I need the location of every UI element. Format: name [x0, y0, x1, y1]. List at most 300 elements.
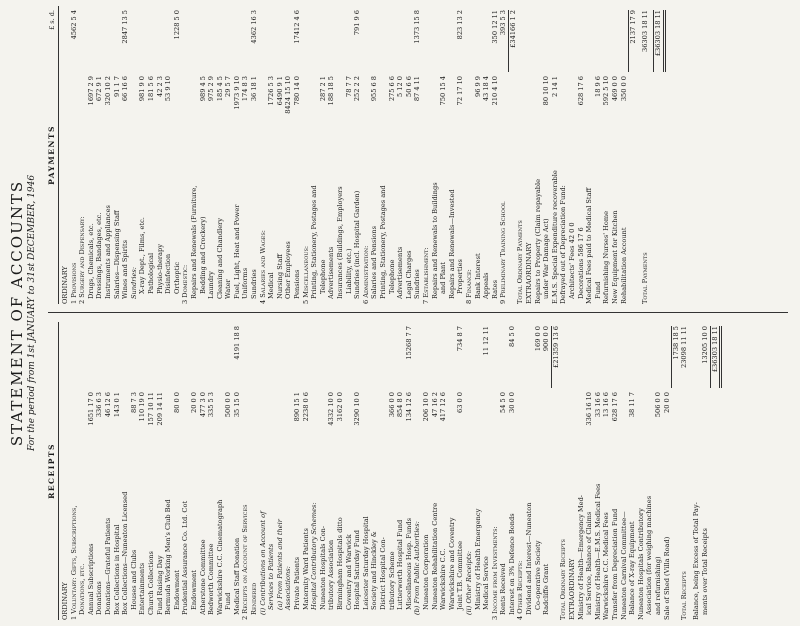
row-label: EXTRAORDINARY: [568, 558, 577, 620]
row-label: Printing, Stationery, Postages and: [310, 185, 319, 299]
row-label: (i) Contributions on Account of: [258, 511, 267, 615]
row-amount: 35 15 0: [232, 392, 241, 418]
payments-row: [259, 6, 268, 304]
row-total: 23098 11 11: [679, 326, 688, 368]
receipts-row: [663, 322, 672, 620]
row-label: (ii) Other Receipts:: [464, 551, 473, 615]
row-label: Sundries: [413, 269, 422, 299]
row-amount: 3290 10 0: [353, 392, 362, 426]
payments-row: [95, 6, 104, 304]
receipts-row: [508, 322, 517, 620]
payments-row: [310, 6, 319, 304]
row-label: 8 Finance:: [464, 269, 473, 304]
row-label: Fund: [593, 281, 602, 299]
receipts-row: [491, 322, 500, 620]
row-label: tributory Association: [327, 539, 336, 610]
row-label: ments over Total Receipts: [700, 528, 709, 615]
payments-row: [525, 6, 534, 304]
payments-row: [293, 6, 302, 304]
row-label: Balance of X-ray Equipment: [628, 521, 637, 615]
row-label: Ministry of Health Emergency: [473, 508, 482, 610]
row-amount: 66 16 6: [121, 76, 130, 102]
row-total: 791 9 6: [353, 10, 362, 36]
row-label: and Plant: [439, 262, 448, 294]
row-label: Services to Patients: [267, 543, 276, 610]
row-label: E.M.S. Special Expenditure recoverable: [550, 170, 559, 304]
currency-units: £ s. d.: [48, 10, 56, 30]
row-amount: 80 0 0: [172, 392, 181, 413]
receipts-row: [474, 322, 483, 620]
row-amount: 42 2 3: [155, 76, 164, 97]
receipts-row: [216, 322, 225, 620]
row-amount: 20 0 0: [662, 392, 671, 413]
row-total: 1373 15 8: [413, 10, 422, 44]
payments-row: [482, 6, 491, 304]
receipts-row: [692, 322, 701, 620]
row-amount: 252 2 2: [353, 76, 362, 102]
row-label: Fuel, Light, Heat and Power: [232, 204, 241, 299]
row-label: Insurances (Buildings, Employers: [336, 186, 344, 299]
row-label: Fund: [224, 592, 233, 610]
row-label: Total Ordinary Receipts: [559, 539, 568, 620]
receipts-row: [405, 322, 414, 620]
payments-row: [284, 6, 293, 304]
row-amount: 320 10 2: [103, 76, 112, 106]
receipts-row: [628, 322, 637, 620]
receipts-row: [396, 322, 405, 620]
row-label: Endowment: [189, 570, 198, 610]
receipts-row: [413, 322, 422, 620]
payments-row: [302, 6, 311, 304]
row-amount: 989 4 5: [198, 76, 207, 102]
receipts-row: [594, 322, 603, 620]
row-label: Uniforms: [241, 267, 250, 299]
receipts-row: [654, 322, 663, 620]
row-label: 1 Provisions: [69, 262, 78, 304]
payments-row: [250, 6, 259, 304]
receipts-row: [250, 322, 259, 620]
row-label: under War Damage Act): [542, 218, 551, 299]
row-label: Prudential Assurance Co. Ltd. Cot: [181, 500, 190, 615]
payments-row: [499, 6, 508, 304]
document-subtitle: For the period from 1st JANUARY to 31st DECEMBER, 1946: [27, 174, 37, 452]
row-total: £21359 13 6: [551, 326, 561, 388]
row-label: Church Collections: [146, 551, 155, 615]
row-label: Society and Hinckley &: [370, 531, 379, 610]
payments-rows: [61, 6, 662, 304]
row-amount: 628 17 6: [576, 76, 585, 106]
row-total: 11 12 11: [482, 326, 491, 356]
row-label: Repairs and Renewals to Buildings: [430, 182, 439, 299]
row-label: Fund Raising Day: [155, 555, 164, 615]
row-total: £36303 18 11: [710, 326, 723, 388]
row-label: X-ray Dept., Films, etc.: [138, 217, 147, 294]
row-label: Properties: [456, 259, 465, 294]
payments-row: [276, 6, 285, 304]
payments-row: [448, 6, 457, 304]
payments-row: [542, 6, 551, 304]
row-label: Balance, being Excess of Total Pay-: [692, 502, 701, 620]
row-amount: 336 16 10: [585, 392, 594, 426]
row-amount: 366 0 0: [387, 392, 396, 418]
payments-row: [611, 6, 620, 304]
receipts-row: [233, 322, 242, 620]
row-amount: 157 10 11: [146, 392, 155, 426]
row-total: 169 0 0: [533, 326, 542, 352]
document-title: STATEMENT OF ACCOUNTS: [8, 179, 26, 447]
receipts-row: [701, 322, 710, 620]
receipts-row: [130, 322, 139, 620]
row-label: Total Receipts: [679, 571, 688, 620]
row-amount: 143 0 1: [112, 392, 121, 418]
row-label: New Equipment for Kitchen: [611, 210, 619, 304]
payments-row: [585, 6, 594, 304]
row-label: Liability, etc.): [344, 248, 353, 294]
row-amount: 336 6 3: [95, 392, 104, 418]
receipts-row: [353, 322, 362, 620]
payments-row: [508, 6, 517, 304]
row-label: Advertisements: [327, 246, 336, 299]
row-label: Total Ordinary Payments: [516, 220, 525, 304]
row-label: Decorations 586 17 6: [576, 227, 585, 299]
payments-row: [130, 6, 139, 304]
row-label: 5 Miscellaneous:: [301, 245, 310, 304]
row-label: Nursing Staff: [275, 253, 284, 299]
receipts-row: [164, 322, 173, 620]
receipts-row: [87, 322, 96, 620]
receipts-row: [577, 322, 586, 620]
row-label: Architects' Fees 42 0 0: [568, 222, 577, 299]
payments-row: [534, 6, 543, 304]
row-total: 4362 16 3: [250, 10, 259, 44]
receipts-row: [542, 322, 551, 620]
row-label: Rents Received: [499, 563, 508, 615]
row-label: Lutterworth Hospital Fund: [396, 519, 405, 610]
row-amount: 287 2 1: [318, 76, 327, 102]
row-label: Nuneaton Carnival Committee—: [619, 511, 628, 620]
row-amount: 335 5 3: [207, 392, 216, 418]
row-label: Total Payments: [640, 252, 649, 304]
receipts-row: [370, 322, 379, 620]
row-total: 1228 5 0: [172, 10, 181, 40]
row-label: Repairs and Renewals (Furniture,: [189, 185, 198, 299]
row-amount: 981 9 0: [138, 76, 147, 102]
row-label: Sale of Shed (Villa Road): [662, 536, 671, 620]
row-label: Repairs and Renewals—Invested: [447, 189, 456, 299]
row-total: 823 13 2: [456, 10, 465, 40]
row-amount: 20 0 0: [189, 392, 198, 413]
row-label: Box Collections—Nuneaton Licensed: [121, 491, 130, 615]
row-amount: 8424 15 10: [284, 76, 293, 114]
row-label: ical Service, Balance of Claims: [585, 511, 594, 615]
row-total: 13205 10 0: [700, 326, 709, 364]
payments-row: [173, 6, 182, 304]
row-amount: 30 0 0: [507, 392, 516, 413]
row-amount: 890 15 1: [293, 392, 302, 422]
payments-row: [491, 6, 500, 304]
row-label: Bedding and Crockery): [198, 216, 207, 294]
receipts-row: [113, 322, 122, 620]
row-total: £36303 18 11: [653, 10, 666, 72]
row-label: Medical Fees paid to Medical Staff: [585, 187, 594, 304]
row-amount: 38 11 7: [628, 392, 637, 418]
row-amount: 54 5 0: [499, 392, 508, 413]
row-label: Water: [224, 279, 233, 299]
payments-row: [207, 6, 216, 304]
row-label: (b) From Public Authorities:: [413, 521, 422, 615]
row-label: Nuneaton Rehabilitation Centre: [430, 502, 439, 610]
receipts-row: [293, 322, 302, 620]
row-label: Transfer from Depreciation Fund: [611, 508, 619, 620]
payments-row: [439, 6, 448, 304]
row-total: 350 12 11: [490, 10, 499, 44]
row-total: 15268 7 7: [404, 326, 413, 360]
row-label: Warwickshire C.C. Medical Fees: [602, 512, 611, 620]
receipts-row: [173, 322, 182, 620]
payments-row: [121, 6, 130, 304]
row-label: 4 Salaries and Wages:: [258, 229, 267, 304]
row-label: Hospital Contributory Schemes:: [310, 502, 319, 610]
receipts-row: [319, 322, 328, 620]
row-amount: 174 8 3: [241, 76, 250, 102]
receipts-row: [310, 322, 319, 620]
receipts-row: [568, 322, 577, 620]
receipts-row: [302, 322, 311, 620]
row-label: 3 Income from Investments:: [490, 526, 499, 620]
receipts-row: [345, 322, 354, 620]
receipts-row: [620, 322, 629, 620]
payments-row: [422, 6, 431, 304]
row-total: 4562 5 4: [69, 10, 78, 40]
row-label: Interest on 3% Defence Bonds: [507, 513, 516, 615]
row-amount: 3162 0 0: [336, 392, 344, 422]
receipts-row: [362, 322, 371, 620]
row-label: Rehabilitation Account: [619, 227, 628, 304]
receipts-row: [190, 322, 199, 620]
row-label: Refurnishing Nurses' Home: [602, 211, 611, 304]
row-label: Medical: [267, 272, 276, 299]
row-amount: 47 16 2: [430, 392, 439, 418]
row-label: Sundries: [250, 269, 259, 299]
row-amount: 1697 2 9: [86, 76, 95, 106]
row-label: Atherstone Committee: [198, 539, 207, 615]
payments-row: [181, 6, 190, 304]
row-label: Endowment: [172, 570, 181, 610]
row-label: and refurnishing): [653, 556, 662, 615]
row-label: Warwickshire C.C. Cinematograph: [215, 499, 224, 615]
row-label: 2 Receipts on Account of Services: [241, 504, 250, 620]
payments-row: [319, 6, 328, 304]
row-amount: 91 1 7: [112, 76, 121, 97]
row-amount: 1726 5 3: [267, 76, 276, 106]
row-amount: 18 9 6: [593, 76, 602, 97]
receipts-row: [602, 322, 611, 620]
row-amount: 88 7 3: [129, 392, 138, 413]
row-label: Sundries:: [129, 267, 138, 299]
row-amount: 36 18 1: [250, 76, 259, 102]
receipts-row: [710, 322, 719, 620]
payments-row: [465, 6, 474, 304]
row-label: Hospital Saturday Fund: [353, 530, 362, 610]
payments-row: [353, 6, 362, 304]
receipts-row: [224, 322, 233, 620]
row-label: Repairs to Property (Claim repayable: [533, 179, 542, 304]
row-label: Warwickshire C.C.: [439, 548, 448, 610]
row-label: Box Collections in Hospital: [112, 524, 121, 615]
receipts-row: [559, 322, 568, 620]
row-label: 6 Administration:: [361, 245, 370, 304]
row-amount: 780 14 0: [293, 76, 302, 106]
payments-row: [594, 6, 603, 304]
receipts-row: [422, 322, 431, 620]
receipts-row: [241, 322, 250, 620]
payments-heading: PAYMENTS: [47, 125, 56, 185]
payments-row: [216, 6, 225, 304]
receipts-row: [121, 322, 130, 620]
receipts-row: [104, 322, 113, 620]
receipts-row: [645, 322, 654, 620]
receipts-row: [276, 322, 285, 620]
receipts-row: [207, 322, 216, 620]
payments-row: [413, 6, 422, 304]
row-label: Leicester Saturday Hospital: [361, 516, 370, 610]
payments-row: [78, 6, 87, 304]
row-label: 1 Voluntary: Gifts, Subscriptions,: [69, 505, 78, 620]
row-amount: 975 2 9: [207, 76, 216, 102]
row-label: Coventry and Warwick: [344, 534, 353, 610]
row-label: EXTRAORDINARY: [525, 242, 534, 304]
row-amount: 1973 9 10: [232, 76, 241, 110]
row-label: Appeals: [482, 272, 491, 299]
row-total: £34166 1 2: [508, 10, 518, 72]
payments-row: [396, 6, 405, 304]
row-amount: 80 10 10: [542, 76, 551, 106]
receipts-row: [448, 322, 457, 620]
row-amount: 185 4 5: [215, 76, 224, 102]
row-label: 2 Surgery and Dispensary:: [78, 216, 87, 304]
payments-row: [628, 6, 637, 304]
receipts-row: [499, 322, 508, 620]
row-label: Maternity Ward Patients: [301, 528, 310, 610]
row-label: Ministry of Health—Emergency Med-: [576, 494, 585, 620]
receipts-row: [95, 322, 104, 620]
row-amount: 206 10 0: [421, 392, 430, 422]
receipts-row: [680, 322, 689, 620]
payments-row: [241, 6, 250, 304]
row-label: Disinfection: [164, 253, 173, 294]
row-label: ORDINARY: [61, 582, 69, 620]
row-label: Pathological: [146, 252, 155, 294]
row-label: (a) From Patients and their: [275, 519, 284, 610]
row-label: Joint T.B. Committee: [456, 540, 465, 610]
row-label: Bermuda Working Men's Club Bed: [164, 499, 173, 615]
payments-row: [156, 6, 165, 304]
row-label: Legal Charges: [404, 250, 413, 299]
receipts-row: [465, 322, 474, 620]
row-total: 4191 18 8: [232, 326, 241, 360]
row-label: Telephone: [318, 259, 327, 294]
row-amount: 477 3 0: [198, 392, 207, 418]
row-label: Sundries (incl. Hospital Garden): [353, 190, 362, 299]
payments-row: [147, 6, 156, 304]
row-label: Dressings, Bandages, etc.: [95, 212, 104, 299]
receipts-row: [637, 322, 646, 620]
row-label: Rendered: [250, 582, 259, 615]
payments-column: [48, 6, 788, 304]
row-amount: 43 18 4: [482, 76, 491, 102]
row-label: Salaries and Pensions: [370, 225, 379, 299]
row-amount: 275 6 6: [387, 76, 396, 102]
row-label: Association (for weighing machines: [645, 495, 654, 615]
row-amount: 506 0 0: [653, 392, 662, 418]
row-amount: 5 12 0: [396, 76, 405, 97]
receipts-row: [284, 322, 293, 620]
row-amount: 1651 17 0: [86, 392, 95, 426]
row-amount: 209 14 11: [155, 392, 164, 426]
row-label: Printing, Stationery, Postages and: [378, 185, 387, 299]
payments-row: [104, 6, 113, 304]
row-amount: 33 16 6: [593, 392, 602, 418]
receipts-row: [327, 322, 336, 620]
row-label: Bank Interest: [473, 253, 482, 299]
row-amount: 29 5 7: [224, 76, 233, 97]
row-label: Salaries—Dispensing Staff: [112, 210, 121, 299]
payments-row: [379, 6, 388, 304]
row-label: Bedworth Committee: [207, 543, 216, 615]
row-total: 393 5 3: [499, 10, 508, 36]
row-label: Radcliffe Grant: [542, 563, 551, 615]
payments-row: [327, 6, 336, 304]
receipts-row: [482, 322, 491, 620]
row-amount: 6490 9 1: [275, 76, 284, 106]
row-amount: 46 12 6: [103, 392, 112, 418]
receipts-row: [61, 322, 70, 620]
row-amount: 53 9 10: [164, 76, 173, 102]
receipts-row: [611, 322, 620, 620]
row-total: 2847 13 5: [121, 10, 130, 44]
receipts-row: [516, 322, 525, 620]
row-amount: 417 12 6: [439, 392, 448, 422]
row-total: 734 8 7: [456, 326, 465, 352]
payments-row: [70, 6, 79, 304]
payments-row: [224, 6, 233, 304]
row-label: Birmingham Hospitals ditto: [336, 517, 344, 610]
row-label: Defrayed out of Depreciation Fund:: [559, 185, 568, 304]
receipts-row: [439, 322, 448, 620]
row-label: Nuneaton Corporation: [421, 534, 430, 610]
row-label: 4 Other Receipts:: [516, 560, 525, 620]
row-label: Telephone: [387, 259, 396, 294]
receipts-row: [70, 322, 79, 620]
receipts-row: [336, 322, 345, 620]
row-label: Entertainments: [138, 562, 147, 615]
receipts-row: [671, 322, 680, 620]
receipts-rows: [61, 322, 718, 620]
payments-row: [405, 6, 414, 304]
row-label: Rates: [490, 280, 499, 299]
row-label: Advertisements: [396, 246, 405, 299]
row-label: Wines and Spirits: [121, 239, 130, 299]
row-label: Miscellaneous Hosp. Funds: [404, 517, 413, 610]
accounts-columns: [48, 6, 788, 620]
receipts-row: [199, 322, 208, 620]
row-label: 9 Preliminary Training School: [499, 201, 508, 304]
row-label: Instruments and Appliances: [103, 205, 112, 299]
receipts-row: [181, 322, 190, 620]
row-label: Co-operative Society: [533, 540, 542, 610]
payments-row: [653, 6, 662, 304]
row-amount: 181 5 6: [146, 76, 155, 102]
